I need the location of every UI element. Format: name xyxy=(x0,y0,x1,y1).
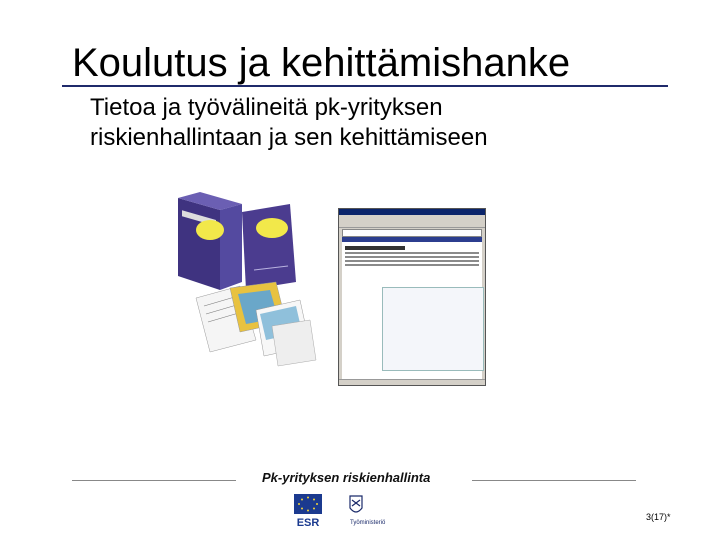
footer-divider-right xyxy=(472,480,636,481)
subtitle-line-2: riskienhallintaan ja sen kehittämiseen xyxy=(90,124,488,151)
subtitle-line-1: Tietoa ja työvälineitä pk-yrityksen xyxy=(90,94,443,121)
esr-logo xyxy=(286,494,330,528)
site-text-line xyxy=(345,260,479,262)
slide-subtitle xyxy=(90,93,488,153)
ministry-logo-text: Työministeriö xyxy=(350,520,386,526)
site-diagram-panel xyxy=(382,287,484,371)
ministry-emblem-icon xyxy=(350,496,362,512)
browser-address-bar xyxy=(342,229,482,237)
browser-toolbar xyxy=(339,215,485,228)
website-screenshot xyxy=(338,208,486,386)
footer-brand: Pk-yrityksen riskienhallinta xyxy=(262,470,431,485)
site-text-line xyxy=(345,252,479,254)
slide-title: Koulutus ja kehittämishanke xyxy=(72,41,571,85)
page-number: 3(17)* xyxy=(646,512,671,522)
product-materials-photo xyxy=(160,190,330,380)
site-heading xyxy=(345,246,405,250)
site-text-line xyxy=(345,256,479,258)
site-text-line xyxy=(345,264,479,266)
browser-page xyxy=(342,237,482,379)
footer-divider-left xyxy=(72,480,236,481)
esr-logo-text: ESR xyxy=(296,517,320,528)
browser-statusbar xyxy=(339,379,485,385)
site-navbar xyxy=(342,237,482,242)
title-underline xyxy=(62,85,668,87)
